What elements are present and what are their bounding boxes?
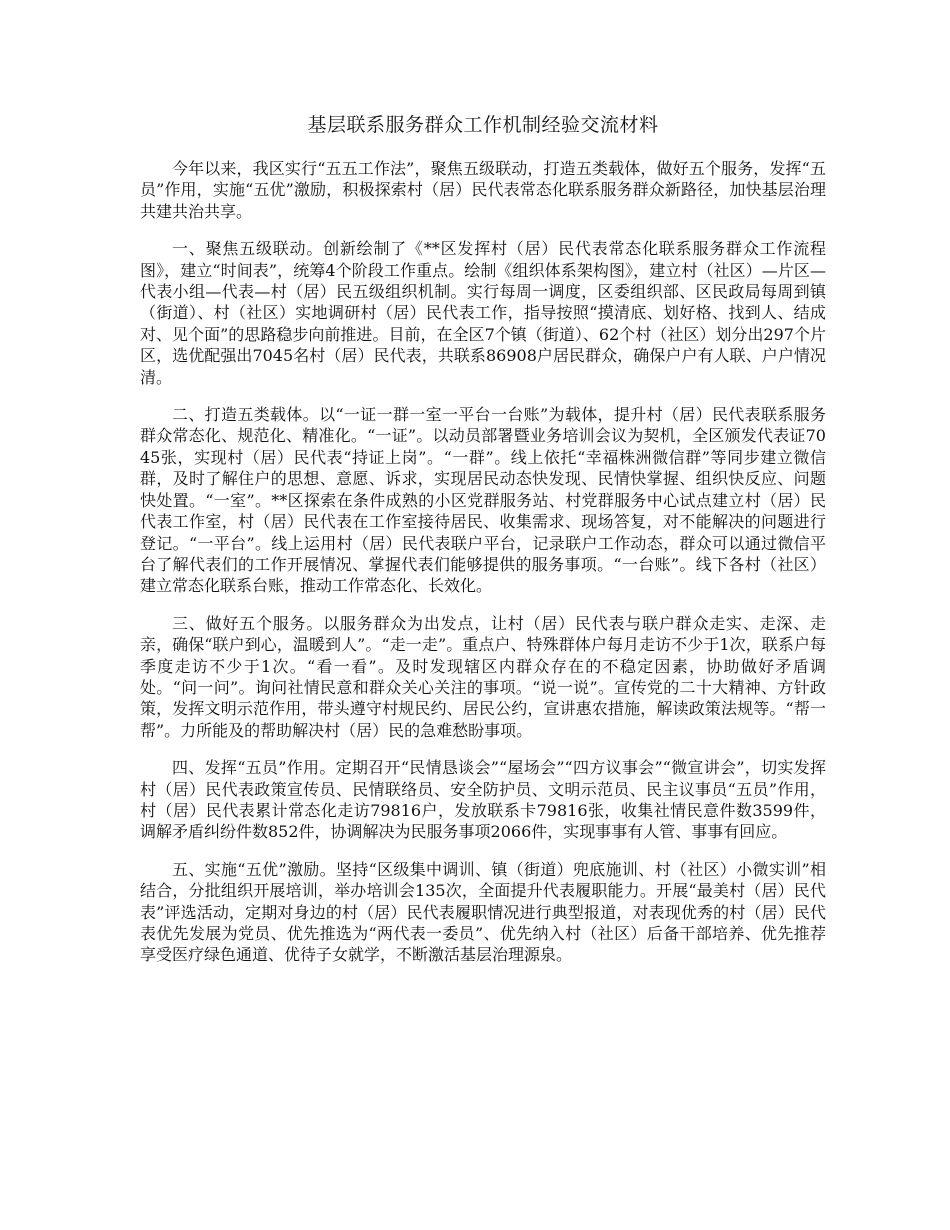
- section-5-paragraph: 五、实施“五优”激励。坚持“区级集中调训、镇（街道）兜底施训、村（社区）小微实训”相结合，分批组织开展培训，举办培训会135次，全面提升代表履职能力。开展“最美村（居）民代表”评选活动，定期对身边的村（居）民代表履职情况进行典型报道，对表现优秀的村（居）民代表优先发展为党员、优先推选为“两代表一委员”、优先纳入村（社区）后备干部培养、优先推荐享受医疗绿色通道、优待子女就学，不断激活基层治理源泉。: [140, 859, 826, 965]
- document-title: 基层联系服务群众工作机制经验交流材料: [307, 114, 659, 136]
- section-3-paragraph: 三、做好五个服务。以服务群众为出发点，让村（居）民代表与联户群众走实、走深、走亲，确保“联户到心，温暖到人”。“走一走”。重点户、特殊群体户每月走访不少于1次，联系户每季度走访不少于1次。“看一看”。及时发现辖区内群众存在的不稳定因素，协助做好矛盾调处。“问一问”。询问社情民意和群众关心关注的事项。“说一说”。宣传党的二十大精神、方针政策，发挥文明示范作用，带头遵守村规民约、居民公约，宣讲惠农措施，解读政策法规等。“帮一帮”。力所能及的帮助解决村（居）民的急难愁盼事项。: [140, 613, 826, 740]
- intro-paragraph: 今年以来，我区实行“五五工作法”，聚焦五级联动，打造五类载体，做好五个服务，发挥“五员”作用，实施“五优”激励，积极探索村（居）民代表常态化联系服务群众新路径，加快基层治理共建共治共享。: [140, 159, 826, 221]
- document-page: [140, 112, 826, 982]
- section-2-paragraph: 二、打造五类载体。以“一证一群一室一平台一台账”为载体，提升村（居）民代表联系服务群众常态化、规范化、精准化。“一证”。以动员部署暨业务培训会议为契机，全区颁发代表证7045张，实现村（居）民代表“持证上岗”。“一群”。线上依托“幸福株洲微信群”等同步建立微信群，及时了解住户的思想、意愿、诉求，实现居民动态快发现、民情快掌握、组织快反应、问题快处置。“一室”。**区探索在条件成熟的小区党群服务站、村党群服务中心试点建立村（居）民代表工作室，村（居）民代表在工作室接待居民、收集需求、现场答复，对不能解决的问题进行登记。“一平台”。线上运用村（居）民代表联户平台，记录联户工作动态，群众可以通过微信平台了解代表们的工作开展情况、掌握代表们能够提供的服务事项。“一台账”。线下各村（社区）建立常态化联系台账，推动工作常态化、长效化。: [140, 405, 826, 596]
- section-4-paragraph: 四、发挥“五员”作用。定期召开“民情恳谈会”“屋场会”“四方议事会”“微宣讲会”，切实发挥村（居）民代表政策宣传员、民情联络员、安全防护员、文明示范员、民主议事员“五员”作用，村（居）民代表累计常态化走访79816户，发放联系卡79816张，收集社情民意件数3599件，调解矛盾纠纷件数852件，协调解决为民服务事项2066件，实现事事有人管、事事有回应。: [140, 758, 826, 842]
- section-1-paragraph: 一、聚焦五级联动。创新绘制了《**区发挥村（居）民代表常态化联系服务群众工作流程图》，建立“时间表”，统筹4个阶段工作重点。绘制《组织体系架构图》，建立村（社区）—片区—代表小组—代表—村（居）民五级组织机制。实行每周一调度，区委组织部、区民政局每周到镇（街道）、村（社区）实地调研村（居）民代表工作，指导按照“摸清底、划好格、找到人、结成对、见个面”的思路稳步向前推进。目前，在全区7个镇（街道）、62个村（社区）划分出297个片区，选优配强出7045名村（居）民代表，共联系86908户居民群众，确保户户有人联、户户情况清。: [140, 239, 826, 387]
